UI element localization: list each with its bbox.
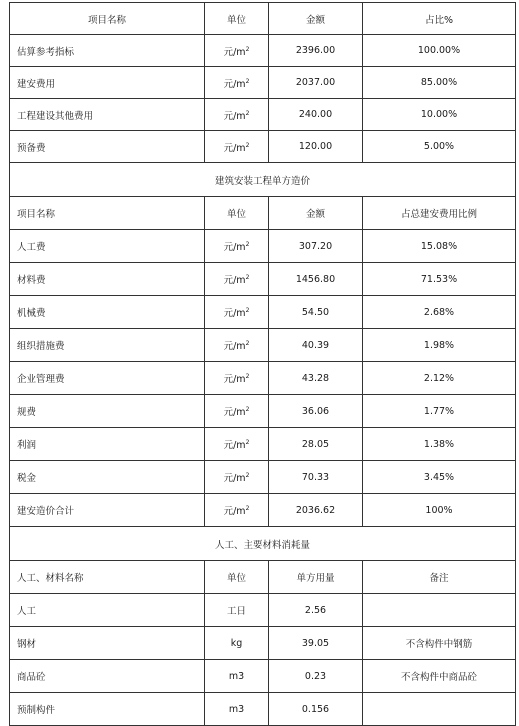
table2-unit — [205, 296, 269, 329]
table2-unit — [205, 395, 269, 428]
table1-header-row — [10, 3, 516, 35]
table1-amount: 2037.00 — [269, 67, 363, 99]
table2-header-name: 项目名称 — [10, 197, 205, 230]
table2-unit-superscript: 2 — [245, 274, 250, 281]
table2-unit-text: 元/m — [223, 506, 246, 517]
table2-item-name: 材料费 — [10, 263, 205, 296]
table3-row — [10, 627, 516, 660]
table2-unit-text: 元/m — [223, 440, 246, 451]
table3-ratio: 不含构件中商品砼 — [363, 660, 516, 693]
table2-unit — [205, 428, 269, 461]
table3-amount: 2.56 — [269, 594, 363, 627]
table2-item-name: 建安造价合计 — [10, 494, 205, 527]
table2-header-amount: 金额 — [269, 197, 363, 230]
table2-amount: 54.50 — [269, 296, 363, 329]
table1-amount: 120.00 — [269, 131, 363, 163]
table2-amount: 307.20 — [269, 230, 363, 263]
table2-amount: 28.05 — [269, 428, 363, 461]
table3-ratio — [363, 693, 516, 726]
table2-unit-superscript: 2 — [245, 406, 250, 413]
table2-header-unit: 单位 — [205, 197, 269, 230]
table2-ratio: 71.53% — [363, 263, 516, 296]
table3-item-name: 预制构件 — [10, 693, 205, 726]
table2-unit — [205, 329, 269, 362]
table1-header-ratio: 占比% — [363, 3, 516, 35]
table2-ratio: 1.98% — [363, 329, 516, 362]
table1-unit-superscript: 2 — [245, 77, 250, 85]
table2-unit-text: 元/m — [223, 407, 246, 418]
table3-unit — [205, 594, 269, 627]
table2-item-name: 税金 — [10, 461, 205, 494]
table2-unit — [205, 263, 269, 296]
table2-unit-superscript: 2 — [245, 340, 250, 347]
table2-unit — [205, 230, 269, 263]
table2-ratio: 1.38% — [363, 428, 516, 461]
table2-unit-text: 元/m — [223, 374, 246, 385]
table2-header-row — [10, 197, 516, 230]
table3-amount: 0.156 — [269, 693, 363, 726]
table3-unit — [205, 693, 269, 726]
table1-unit-text: 元/m — [223, 110, 246, 122]
table2-amount: 43.28 — [269, 362, 363, 395]
table2-ratio: 2.12% — [363, 362, 516, 395]
table3-ratio — [363, 594, 516, 627]
table1-item-name: 预备费 — [10, 131, 205, 163]
table1-header-name: 项目名称 — [10, 3, 205, 35]
table3-ratio: 不含构件中钢筋 — [363, 627, 516, 660]
table1-ratio: 10.00% — [363, 99, 516, 131]
table3-row — [10, 660, 516, 693]
table2-title-row — [10, 163, 516, 197]
table2-ratio: 2.68% — [363, 296, 516, 329]
table1-row — [10, 67, 516, 99]
table1-ratio: 5.00% — [363, 131, 516, 163]
table3-header-name: 人工、材料名称 — [10, 561, 205, 594]
table2-ratio: 3.45% — [363, 461, 516, 494]
table3-amount: 0.23 — [269, 660, 363, 693]
table2-ratio: 1.77% — [363, 395, 516, 428]
table2-row — [10, 362, 516, 395]
table2-item-name: 机械费 — [10, 296, 205, 329]
table2-item-name: 企业管理费 — [10, 362, 205, 395]
table1-item-name: 估算参考指标 — [10, 35, 205, 67]
table3-row — [10, 693, 516, 726]
table3-unit-text: m3 — [228, 703, 245, 715]
table2-unit-superscript: 2 — [245, 472, 250, 479]
table3-row — [10, 594, 516, 627]
table2-unit-text: 元/m — [223, 242, 246, 253]
table1-row — [10, 99, 516, 131]
table1-unit-superscript: 2 — [245, 45, 250, 53]
table3-header-unit: 单位 — [205, 561, 269, 594]
table3-item-name: 商品砼 — [10, 660, 205, 693]
table3-unit — [205, 660, 269, 693]
table2-row — [10, 395, 516, 428]
table3-header-row — [10, 561, 516, 594]
table3-unit-text: kg — [230, 637, 243, 649]
table2-amount: 40.39 — [269, 329, 363, 362]
table1-row — [10, 35, 516, 67]
table2-ratio: 15.08% — [363, 230, 516, 263]
table1-ratio: 85.00% — [363, 67, 516, 99]
table2-row — [10, 230, 516, 263]
cost-table — [9, 2, 516, 726]
table1-unit-text: 元/m — [223, 46, 246, 58]
table2-unit-text: 元/m — [223, 308, 246, 319]
table3-title: 人工、主要材料消耗量 — [10, 527, 516, 561]
cost-table-body — [10, 3, 516, 726]
table3-title-row — [10, 527, 516, 561]
table1-unit — [205, 99, 269, 131]
table3-amount: 39.05 — [269, 627, 363, 660]
table2-unit-text: 元/m — [223, 341, 246, 352]
table3-item-name: 钢材 — [10, 627, 205, 660]
table2-row — [10, 263, 516, 296]
table1-unit-superscript: 2 — [245, 141, 250, 149]
table1-unit-text: 元/m — [223, 78, 246, 90]
table1-header-unit: 单位 — [205, 3, 269, 35]
table2-row — [10, 461, 516, 494]
table2-ratio: 100% — [363, 494, 516, 527]
table3-header-ratio: 备注 — [363, 561, 516, 594]
table2-header-ratio: 占总建安费用比例 — [363, 197, 516, 230]
table3-header-amount: 单方用量 — [269, 561, 363, 594]
table2-row — [10, 494, 516, 527]
table1-item-name: 工程建设其他费用 — [10, 99, 205, 131]
table3-item-name: 人工 — [10, 594, 205, 627]
table1-unit-text: 元/m — [223, 142, 246, 154]
table2-unit-text: 元/m — [223, 473, 246, 484]
table2-row — [10, 329, 516, 362]
table2-item-name: 人工费 — [10, 230, 205, 263]
table1-item-name: 建安费用 — [10, 67, 205, 99]
table1-row — [10, 131, 516, 163]
table2-unit-superscript: 2 — [245, 439, 250, 446]
table1-unit-superscript: 2 — [245, 109, 250, 117]
table2-item-name: 规费 — [10, 395, 205, 428]
table2-unit-superscript: 2 — [245, 307, 250, 314]
table2-amount: 1456.80 — [269, 263, 363, 296]
table2-unit — [205, 461, 269, 494]
table2-unit — [205, 362, 269, 395]
table2-amount: 70.33 — [269, 461, 363, 494]
table2-item-name: 组织措施费 — [10, 329, 205, 362]
table3-unit-text: m3 — [228, 670, 245, 682]
table2-row — [10, 428, 516, 461]
table2-row — [10, 296, 516, 329]
table3-unit-text: 工日 — [226, 606, 246, 617]
table2-item-name: 利润 — [10, 428, 205, 461]
table2-title: 建筑安装工程单方造价 — [10, 163, 516, 197]
table2-unit-text: 元/m — [223, 275, 246, 286]
table2-unit-superscript: 2 — [245, 505, 250, 512]
table1-unit — [205, 131, 269, 163]
table1-unit — [205, 67, 269, 99]
table1-amount: 2396.00 — [269, 35, 363, 67]
cost-index-sheet — [9, 2, 515, 726]
table3-unit — [205, 627, 269, 660]
table2-amount: 36.06 — [269, 395, 363, 428]
table2-amount: 2036.62 — [269, 494, 363, 527]
table1-amount: 240.00 — [269, 99, 363, 131]
table2-unit-superscript: 2 — [245, 373, 250, 380]
table2-unit — [205, 494, 269, 527]
table2-unit-superscript: 2 — [245, 241, 250, 248]
table1-header-amount: 金额 — [269, 3, 363, 35]
table1-ratio: 100.00% — [363, 35, 516, 67]
table1-unit — [205, 35, 269, 67]
